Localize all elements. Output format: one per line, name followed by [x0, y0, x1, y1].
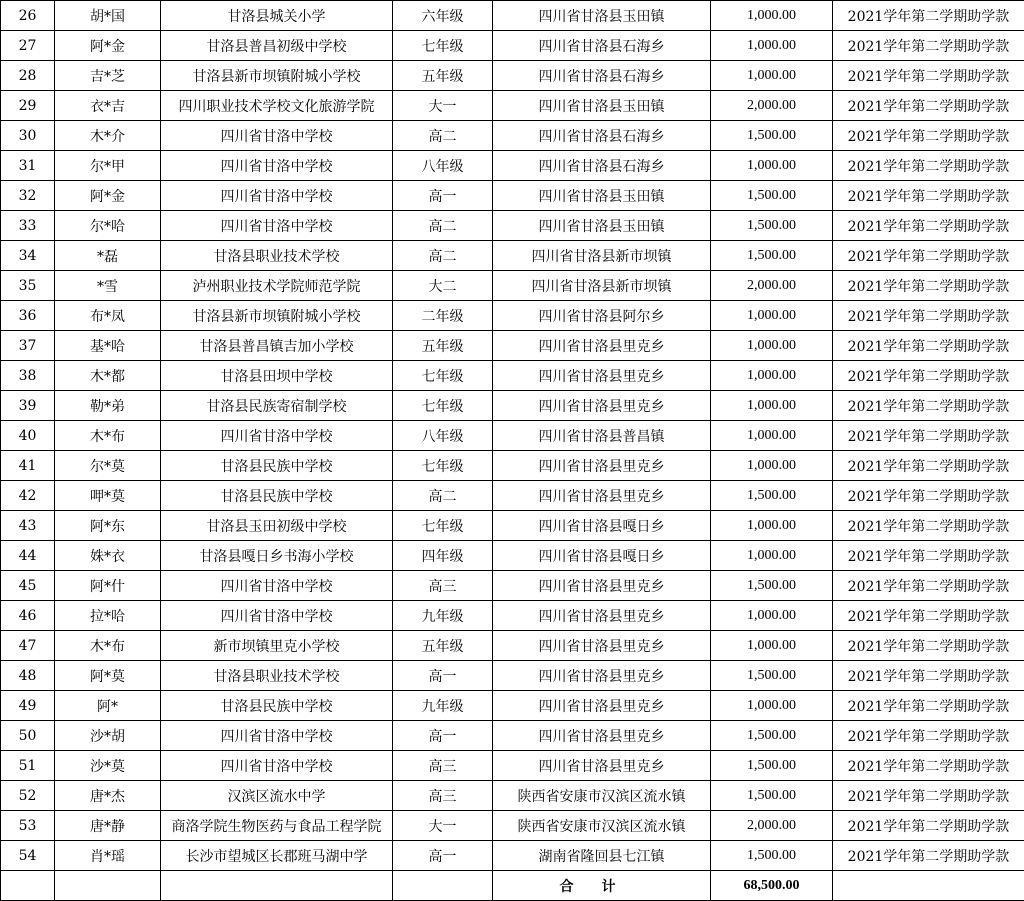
amount: 1,500.00 — [711, 841, 833, 871]
table-row — [1, 31, 1024, 61]
payment-term: 2021学年第二学期助学款 — [833, 241, 1024, 271]
payment-term: 2021学年第二学期助学款 — [833, 301, 1024, 331]
row-number: 32 — [1, 181, 55, 211]
home-address: 四川省甘洛县嘎日乡 — [493, 541, 711, 571]
amount: 1,500.00 — [711, 481, 833, 511]
table-row — [1, 331, 1024, 361]
home-address: 四川省甘洛县新市坝镇 — [493, 241, 711, 271]
home-address: 陕西省安康市汉滨区流水镇 — [493, 781, 711, 811]
amount: 2,000.00 — [711, 271, 833, 301]
table-row — [1, 661, 1024, 691]
student-name: 尔*甲 — [55, 151, 161, 181]
row-number: 34 — [1, 241, 55, 271]
amount: 1,000.00 — [711, 391, 833, 421]
student-name: 木*介 — [55, 121, 161, 151]
table-body — [1, 1, 1024, 901]
home-address: 四川省甘洛县玉田镇 — [493, 211, 711, 241]
payment-term: 2021学年第二学期助学款 — [833, 91, 1024, 121]
amount: 1,000.00 — [711, 631, 833, 661]
home-address: 四川省甘洛县里克乡 — [493, 391, 711, 421]
grade: 高二 — [393, 481, 493, 511]
table-row — [1, 301, 1024, 331]
student-name: 阿* — [55, 691, 161, 721]
table-row — [1, 691, 1024, 721]
payment-term: 2021学年第二学期助学款 — [833, 61, 1024, 91]
home-address: 四川省甘洛县里克乡 — [493, 721, 711, 751]
school-name: 泸州职业技术学院师范学院 — [161, 271, 393, 301]
table-row — [1, 391, 1024, 421]
school-name: 新市坝镇里克小学校 — [161, 631, 393, 661]
grade: 九年级 — [393, 691, 493, 721]
home-address: 四川省甘洛县嘎日乡 — [493, 511, 711, 541]
table-row — [1, 451, 1024, 481]
table-row — [1, 751, 1024, 781]
row-number: 35 — [1, 271, 55, 301]
payment-term: 2021学年第二学期助学款 — [833, 181, 1024, 211]
payment-term: 2021学年第二学期助学款 — [833, 151, 1024, 181]
student-name: 基*哈 — [55, 331, 161, 361]
grade: 高二 — [393, 241, 493, 271]
home-address: 湖南省隆回县七江镇 — [493, 841, 711, 871]
payment-term: 2021学年第二学期助学款 — [833, 811, 1024, 841]
row-number: 33 — [1, 211, 55, 241]
school-name: 四川省甘洛中学校 — [161, 751, 393, 781]
grade: 高一 — [393, 841, 493, 871]
payment-term: 2021学年第二学期助学款 — [833, 721, 1024, 751]
row-number: 38 — [1, 361, 55, 391]
school-name: 甘洛县玉田初级中学校 — [161, 511, 393, 541]
school-name: 甘洛县民族寄宿制学校 — [161, 391, 393, 421]
home-address: 四川省甘洛县石海乡 — [493, 31, 711, 61]
amount: 1,500.00 — [711, 211, 833, 241]
row-number: 46 — [1, 601, 55, 631]
home-address: 四川省甘洛县里克乡 — [493, 571, 711, 601]
total-empty-cell — [161, 871, 393, 901]
table-row — [1, 601, 1024, 631]
student-name: 尔*哈 — [55, 211, 161, 241]
student-name: 胡*国 — [55, 1, 161, 31]
table-row — [1, 541, 1024, 571]
student-name: 唐*静 — [55, 811, 161, 841]
home-address: 四川省甘洛县里克乡 — [493, 361, 711, 391]
student-name: 勒*弟 — [55, 391, 161, 421]
school-name: 甘洛县普昌镇吉加小学校 — [161, 331, 393, 361]
school-name: 甘洛县嘎日乡书海小学校 — [161, 541, 393, 571]
amount: 1,500.00 — [711, 751, 833, 781]
home-address: 陕西省安康市汉滨区流水镇 — [493, 811, 711, 841]
amount: 1,000.00 — [711, 1, 833, 31]
home-address: 四川省甘洛县玉田镇 — [493, 91, 711, 121]
home-address: 四川省甘洛县玉田镇 — [493, 181, 711, 211]
amount: 1,000.00 — [711, 511, 833, 541]
grade: 高二 — [393, 211, 493, 241]
payment-term: 2021学年第二学期助学款 — [833, 691, 1024, 721]
student-name: 木*布 — [55, 631, 161, 661]
table-row — [1, 151, 1024, 181]
row-number: 40 — [1, 421, 55, 451]
row-number: 51 — [1, 751, 55, 781]
home-address: 四川省甘洛县里克乡 — [493, 481, 711, 511]
table-row — [1, 511, 1024, 541]
table-row — [1, 211, 1024, 241]
home-address: 四川省甘洛县阿尔乡 — [493, 301, 711, 331]
grade: 五年级 — [393, 61, 493, 91]
row-number: 29 — [1, 91, 55, 121]
row-number: 52 — [1, 781, 55, 811]
payment-term: 2021学年第二学期助学款 — [833, 841, 1024, 871]
grade: 七年级 — [393, 451, 493, 481]
school-name: 甘洛县田坝中学校 — [161, 361, 393, 391]
home-address: 四川省甘洛县石海乡 — [493, 61, 711, 91]
student-name: 木*布 — [55, 421, 161, 451]
row-number: 45 — [1, 571, 55, 601]
school-name: 甘洛县民族中学校 — [161, 691, 393, 721]
row-number: 31 — [1, 151, 55, 181]
school-name: 四川省甘洛中学校 — [161, 601, 393, 631]
grade: 高一 — [393, 661, 493, 691]
payment-term: 2021学年第二学期助学款 — [833, 751, 1024, 781]
amount: 1,000.00 — [711, 301, 833, 331]
total-amount: 68,500.00 — [711, 871, 833, 901]
row-number: 54 — [1, 841, 55, 871]
grade: 五年级 — [393, 631, 493, 661]
grade: 二年级 — [393, 301, 493, 331]
row-number: 36 — [1, 301, 55, 331]
student-name: 沙*胡 — [55, 721, 161, 751]
school-name: 甘洛县职业技术学校 — [161, 241, 393, 271]
grade: 高三 — [393, 781, 493, 811]
student-name: 肖*瑶 — [55, 841, 161, 871]
table-row — [1, 631, 1024, 661]
amount: 1,500.00 — [711, 181, 833, 211]
table-row — [1, 121, 1024, 151]
grade: 高一 — [393, 181, 493, 211]
home-address: 四川省甘洛县石海乡 — [493, 121, 711, 151]
grade: 八年级 — [393, 151, 493, 181]
home-address: 四川省甘洛县里克乡 — [493, 631, 711, 661]
row-number: 53 — [1, 811, 55, 841]
amount: 1,000.00 — [711, 451, 833, 481]
row-number: 47 — [1, 631, 55, 661]
amount: 1,500.00 — [711, 121, 833, 151]
school-name: 四川省甘洛中学校 — [161, 721, 393, 751]
grade: 大二 — [393, 271, 493, 301]
table-row — [1, 91, 1024, 121]
amount: 2,000.00 — [711, 811, 833, 841]
total-empty-cell — [393, 871, 493, 901]
amount: 1,000.00 — [711, 331, 833, 361]
amount: 1,000.00 — [711, 601, 833, 631]
payment-term: 2021学年第二学期助学款 — [833, 451, 1024, 481]
amount: 1,000.00 — [711, 691, 833, 721]
payment-term: 2021学年第二学期助学款 — [833, 631, 1024, 661]
payment-term: 2021学年第二学期助学款 — [833, 211, 1024, 241]
table-row — [1, 1, 1024, 31]
student-name: 尔*莫 — [55, 451, 161, 481]
payment-term: 2021学年第二学期助学款 — [833, 361, 1024, 391]
table-row — [1, 181, 1024, 211]
total-empty-cell — [1, 871, 55, 901]
amount: 1,000.00 — [711, 151, 833, 181]
school-name: 甘洛县民族中学校 — [161, 481, 393, 511]
payment-term: 2021学年第二学期助学款 — [833, 421, 1024, 451]
student-name: 阿*金 — [55, 181, 161, 211]
row-number: 28 — [1, 61, 55, 91]
home-address: 四川省甘洛县新市坝镇 — [493, 271, 711, 301]
student-name: 衣*吉 — [55, 91, 161, 121]
student-name: *雪 — [55, 271, 161, 301]
row-number: 42 — [1, 481, 55, 511]
student-name: 木*都 — [55, 361, 161, 391]
payment-term: 2021学年第二学期助学款 — [833, 781, 1024, 811]
amount: 1,500.00 — [711, 571, 833, 601]
grade: 五年级 — [393, 331, 493, 361]
student-name: 呷*莫 — [55, 481, 161, 511]
row-number: 43 — [1, 511, 55, 541]
amount: 1,000.00 — [711, 31, 833, 61]
payment-term: 2021学年第二学期助学款 — [833, 511, 1024, 541]
school-name: 甘洛县普昌初级中学校 — [161, 31, 393, 61]
payment-term: 2021学年第二学期助学款 — [833, 541, 1024, 571]
grade: 大一 — [393, 91, 493, 121]
row-number: 37 — [1, 331, 55, 361]
school-name: 四川省甘洛中学校 — [161, 571, 393, 601]
total-empty-cell — [55, 871, 161, 901]
grade: 七年级 — [393, 31, 493, 61]
payment-term: 2021学年第二学期助学款 — [833, 121, 1024, 151]
payment-term: 2021学年第二学期助学款 — [833, 601, 1024, 631]
school-name: 四川省甘洛中学校 — [161, 211, 393, 241]
row-number: 30 — [1, 121, 55, 151]
row-number: 26 — [1, 1, 55, 31]
grade: 高二 — [393, 121, 493, 151]
amount: 2,000.00 — [711, 91, 833, 121]
row-number: 44 — [1, 541, 55, 571]
table-row — [1, 241, 1024, 271]
student-name: 布*凤 — [55, 301, 161, 331]
table-row — [1, 361, 1024, 391]
school-name: 甘洛县职业技术学校 — [161, 661, 393, 691]
grade: 七年级 — [393, 361, 493, 391]
amount: 1,500.00 — [711, 721, 833, 751]
table-row — [1, 571, 1024, 601]
row-number: 41 — [1, 451, 55, 481]
table-row — [1, 781, 1024, 811]
home-address: 四川省甘洛县里克乡 — [493, 661, 711, 691]
grade: 七年级 — [393, 391, 493, 421]
amount: 1,500.00 — [711, 661, 833, 691]
student-name: 吉*芝 — [55, 61, 161, 91]
row-number: 49 — [1, 691, 55, 721]
student-name: 拉*哈 — [55, 601, 161, 631]
payment-term: 2021学年第二学期助学款 — [833, 481, 1024, 511]
student-name: 姝*衣 — [55, 541, 161, 571]
school-name: 甘洛县新市坝镇附城小学校 — [161, 301, 393, 331]
amount: 1,500.00 — [711, 241, 833, 271]
table-row — [1, 421, 1024, 451]
table-row — [1, 61, 1024, 91]
school-name: 四川省甘洛中学校 — [161, 121, 393, 151]
total-empty-cell — [833, 871, 1024, 901]
total-row — [1, 871, 1024, 901]
school-name: 甘洛县新市坝镇附城小学校 — [161, 61, 393, 91]
student-name: 唐*杰 — [55, 781, 161, 811]
row-number: 27 — [1, 31, 55, 61]
payment-term: 2021学年第二学期助学款 — [833, 391, 1024, 421]
amount: 1,000.00 — [711, 61, 833, 91]
student-name: 阿*东 — [55, 511, 161, 541]
school-name: 长沙市望城区长郡班马湖中学 — [161, 841, 393, 871]
student-name: 阿*金 — [55, 31, 161, 61]
home-address: 四川省甘洛县石海乡 — [493, 151, 711, 181]
grade: 大一 — [393, 811, 493, 841]
school-name: 四川省甘洛中学校 — [161, 151, 393, 181]
grade: 七年级 — [393, 511, 493, 541]
row-number: 39 — [1, 391, 55, 421]
home-address: 四川省甘洛县里克乡 — [493, 751, 711, 781]
amount: 1,500.00 — [711, 781, 833, 811]
grade: 九年级 — [393, 601, 493, 631]
row-number: 48 — [1, 661, 55, 691]
school-name: 四川职业技术学校文化旅游学院 — [161, 91, 393, 121]
table-row — [1, 271, 1024, 301]
home-address: 四川省甘洛县里克乡 — [493, 691, 711, 721]
payment-term: 2021学年第二学期助学款 — [833, 331, 1024, 361]
grade: 八年级 — [393, 421, 493, 451]
grade: 高三 — [393, 751, 493, 781]
student-name: 阿*什 — [55, 571, 161, 601]
grade: 高三 — [393, 571, 493, 601]
table-row — [1, 811, 1024, 841]
grade: 高一 — [393, 721, 493, 751]
payment-term: 2021学年第二学期助学款 — [833, 31, 1024, 61]
student-name: 阿*莫 — [55, 661, 161, 691]
payment-term: 2021学年第二学期助学款 — [833, 571, 1024, 601]
student-name: *磊 — [55, 241, 161, 271]
school-name: 甘洛县民族中学校 — [161, 451, 393, 481]
payment-term: 2021学年第二学期助学款 — [833, 271, 1024, 301]
amount: 1,000.00 — [711, 361, 833, 391]
school-name: 甘洛县城关小学 — [161, 1, 393, 31]
school-name: 汉滨区流水中学 — [161, 781, 393, 811]
school-name: 商洛学院生物医药与食品工程学院 — [161, 811, 393, 841]
home-address: 四川省甘洛县里克乡 — [493, 451, 711, 481]
home-address: 四川省甘洛县里克乡 — [493, 601, 711, 631]
table-row — [1, 721, 1024, 751]
grade: 六年级 — [393, 1, 493, 31]
table-row — [1, 481, 1024, 511]
school-name: 四川省甘洛中学校 — [161, 181, 393, 211]
row-number: 50 — [1, 721, 55, 751]
payment-term: 2021学年第二学期助学款 — [833, 661, 1024, 691]
student-name: 沙*莫 — [55, 751, 161, 781]
payment-term: 2021学年第二学期助学款 — [833, 1, 1024, 31]
total-label: 合计 — [493, 871, 711, 901]
grade: 四年级 — [393, 541, 493, 571]
table-row — [1, 841, 1024, 871]
amount: 1,000.00 — [711, 421, 833, 451]
school-name: 四川省甘洛中学校 — [161, 421, 393, 451]
amount: 1,000.00 — [711, 541, 833, 571]
home-address: 四川省甘洛县里克乡 — [493, 331, 711, 361]
home-address: 四川省甘洛县普昌镇 — [493, 421, 711, 451]
home-address: 四川省甘洛县玉田镇 — [493, 1, 711, 31]
